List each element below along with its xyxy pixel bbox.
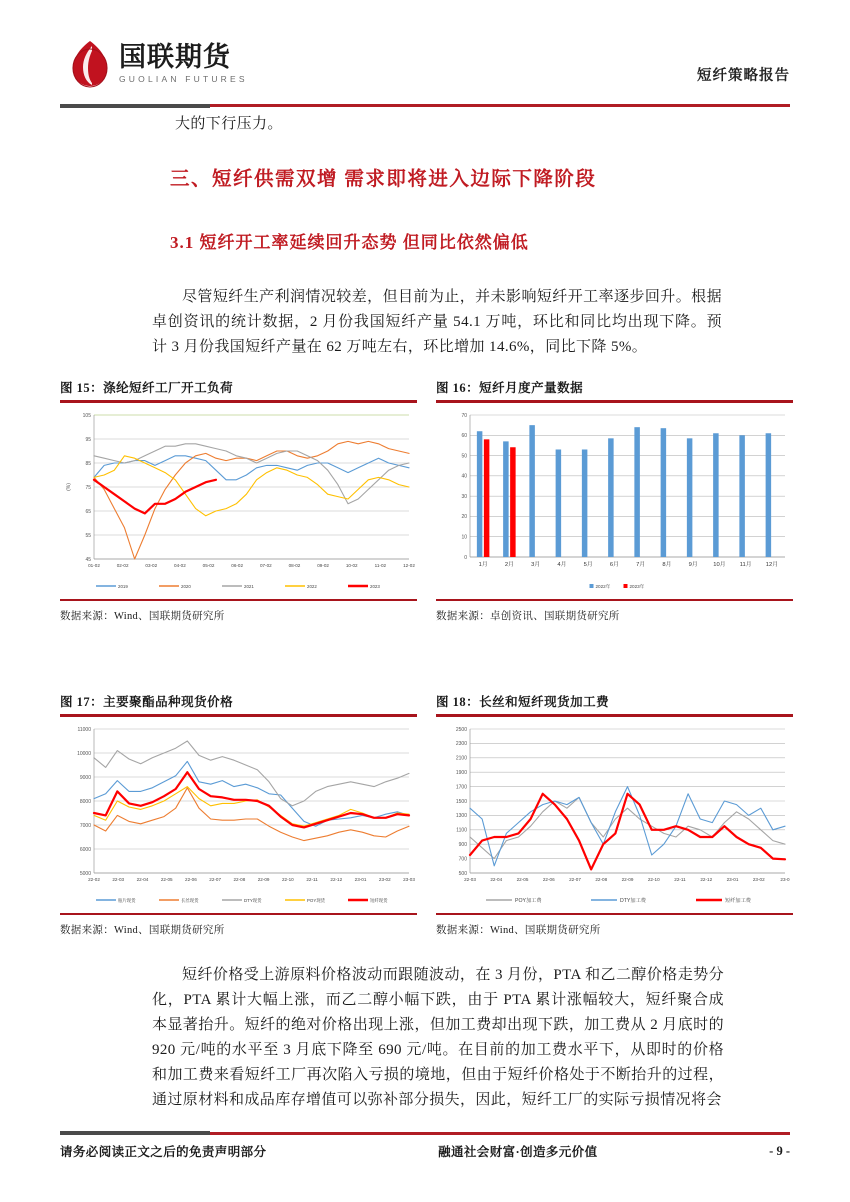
report-type-tag: 短纤策略报告 <box>697 68 790 84</box>
figure-18-plot-area <box>436 717 793 913</box>
axis-tick-label: 2019 <box>118 583 128 589</box>
axis-tick-label: 07-02 <box>259 562 272 568</box>
axis-tick-label: 02-02 <box>116 562 129 568</box>
axis-tick-label: 2023 <box>370 583 380 589</box>
axis-tick-label: 70 <box>461 412 467 419</box>
section-heading-3: 三、短纤供需双增 需求即将进入边际下降阶段 <box>170 169 597 190</box>
paragraph-2-text: 短纤价格受上游原料价格波动而跟随波动，在 3 月份，PTA 和乙二醇价格走势分化，PTA 累计大幅上涨，而乙二醇小幅下跌，由于 PTA 累计涨幅较大，短纤聚合成本显著抬升。短纤的绝对价格出现上涨，但加工费却出现下跌，加工费从 2 月底时的 920 元/吨的水平至 3 月底下降至 690 元/吨。在目前的加工费水平下，从即时的价格和加工费来看短纤工厂再次陷入亏损的境地，但由于短纤价格处于不断抬升的过程，通过原材料和成品库存增值可以弥补部分损失，因此，短纤工厂的实际亏损情况将会 <box>152 967 724 1108</box>
axis-tick-label: 06-02 <box>231 562 244 568</box>
legend-swatch <box>624 584 628 588</box>
axis-tick-label: 22-05 <box>516 876 529 882</box>
axis-tick-label: 瓶片现货 <box>118 897 136 903</box>
axis-tick-label: 短纤加工费 <box>725 897 751 904</box>
bar <box>608 438 614 557</box>
bar <box>556 449 562 557</box>
axis-tick-label: 短纤现货 <box>370 897 388 903</box>
axis-tick-label: 95 <box>85 436 91 443</box>
axis-tick-label: 30 <box>461 493 467 500</box>
axis-tick-label: 12-02 <box>403 562 415 568</box>
axis-tick-label: 1300 <box>455 812 467 819</box>
axis-tick-label: 6000 <box>79 846 91 853</box>
axis-tick-label: 22-09 <box>621 876 634 882</box>
axis-tick-label: 9月 <box>688 561 698 568</box>
axis-tick-label: 10月 <box>713 561 726 568</box>
bar <box>634 427 640 557</box>
axis-tick-label: 22-04 <box>490 876 503 882</box>
bar <box>739 435 745 557</box>
bar <box>477 431 483 557</box>
axis-tick-label: 01-02 <box>88 562 100 568</box>
figure-17 <box>60 692 417 937</box>
figure-18 <box>436 692 793 937</box>
axis-tick-label: 23-01 <box>726 876 739 882</box>
axis-tick-label: 23-0 <box>780 876 790 882</box>
figure-15 <box>60 378 417 623</box>
axis-tick-label: 1700 <box>455 783 467 790</box>
axis-tick-label: 22-11 <box>674 876 686 882</box>
figure-15-plot-area <box>60 403 417 599</box>
figure-17-source: 数据来源：Wind、国联期货研究所 <box>60 925 225 936</box>
axis-tick-label: 22-12 <box>700 876 713 882</box>
axis-tick-label: 10 <box>461 534 467 541</box>
axis-tick-label: 9000 <box>79 774 91 781</box>
axis-tick-label: 22-08 <box>233 876 246 882</box>
figure-16-chart <box>436 403 793 599</box>
footer-page-number: - 9 - <box>769 1143 790 1158</box>
bar <box>529 425 535 557</box>
axis-tick-label: DTY加工费 <box>620 897 646 904</box>
axis-tick-label: 2020 <box>181 583 191 589</box>
axis-tick-label: 0 <box>464 554 467 561</box>
axis-tick-label: 22-03 <box>112 876 125 882</box>
axis-tick-label: POY现货 <box>307 897 326 903</box>
axis-tick-label: 5000 <box>79 870 91 877</box>
bar <box>661 428 667 557</box>
figure-18-bottom-rule <box>436 913 793 916</box>
y-axis-title: (%) <box>66 482 72 491</box>
axis-tick-label: 75 <box>85 484 91 491</box>
figure-18-chart <box>436 717 793 913</box>
axis-tick-label: 2022年 <box>595 583 611 589</box>
axis-tick-label: 2月 <box>504 561 514 568</box>
axis-tick-label: 22-07 <box>209 876 222 882</box>
logo-company-name-en: GUOLIAN FUTURES <box>119 74 248 85</box>
axis-tick-label: 85 <box>85 460 91 467</box>
axis-tick-label: 22-08 <box>595 876 608 882</box>
figure-15-title: 图 15：涤纶短纤工厂开工负荷 <box>60 381 234 395</box>
figure-18-source: 数据来源：Wind、国联期货研究所 <box>436 925 601 936</box>
axis-tick-label: 22-06 <box>542 876 555 882</box>
axis-tick-label: 10000 <box>77 750 91 757</box>
axis-tick-label: 2023年 <box>629 583 645 589</box>
paragraph-block-1 <box>152 285 722 360</box>
axis-tick-label: 23-02 <box>752 876 765 882</box>
paragraph-1-text: 尽管短纤生产利润情况较差，但目前为止，并未影响短纤开工率逐步回升。根据卓创资讯的统计数据，2 月份我国短纤产量 54.1 万吨，环比和同比均出现下降。预计 3 月份我国短纤产量在 62 万吨左右，环比增加 14.6%，同比下降 5%。 <box>152 289 722 355</box>
axis-tick-label: 2500 <box>455 726 467 733</box>
figure-16-bottom-rule <box>436 599 793 602</box>
carryover-text: 大的下行压力。 <box>175 116 283 132</box>
axis-tick-label: 11月 <box>739 561 752 568</box>
axis-tick-label: 22-09 <box>257 876 270 882</box>
axis-tick-label: 22-04 <box>136 876 149 882</box>
axis-tick-label: 1月 <box>478 561 488 568</box>
figure-18-title: 图 18：长丝和短纤现货加工费 <box>436 695 610 709</box>
axis-tick-label: 03-02 <box>145 562 158 568</box>
figure-17-plot-area <box>60 717 417 913</box>
figure-17-title: 图 17：主要聚酯品种现货价格 <box>60 695 234 709</box>
bar <box>510 447 516 557</box>
axis-tick-label: 08-02 <box>288 562 301 568</box>
axis-tick-label: 22-10 <box>647 876 660 882</box>
bar <box>484 439 490 557</box>
plot-background <box>470 415 785 557</box>
bar <box>503 441 509 557</box>
axis-tick-label: 22-12 <box>330 876 343 882</box>
axis-tick-label: 3月 <box>531 561 541 568</box>
axis-tick-label: 8月 <box>662 561 672 568</box>
figure-15-chart <box>60 403 417 599</box>
axis-tick-label: 55 <box>85 532 91 539</box>
axis-tick-label: 22-10 <box>281 876 294 882</box>
axis-tick-label: 45 <box>85 556 91 563</box>
axis-tick-label: 8000 <box>79 798 91 805</box>
axis-tick-label: POY加工费 <box>515 897 542 904</box>
page-footer <box>60 1142 790 1160</box>
axis-tick-label: 11-02 <box>374 562 387 568</box>
figure-15-bottom-rule <box>60 599 417 602</box>
axis-tick-label: 2021 <box>244 583 254 589</box>
axis-tick-label: 1500 <box>455 798 467 805</box>
axis-tick-label: 1100 <box>456 827 467 834</box>
figure-16-source: 数据来源：卓创资讯、国联期货研究所 <box>436 611 620 622</box>
figure-16 <box>436 378 793 623</box>
axis-tick-label: 60 <box>461 432 467 439</box>
legend-swatch <box>590 584 594 588</box>
bar <box>687 438 693 557</box>
axis-tick-label: 1900 <box>455 769 467 776</box>
axis-tick-label: 20 <box>461 513 467 520</box>
axis-tick-label: 22-05 <box>160 876 173 882</box>
page-header <box>60 38 790 110</box>
axis-tick-label: 4月 <box>557 561 567 568</box>
axis-tick-label: 12月 <box>765 561 778 568</box>
footer-slogan: 融通社会财富·创造多元价值 <box>438 1145 598 1159</box>
figure-17-chart <box>60 717 417 913</box>
axis-tick-label: 23-02 <box>378 876 391 882</box>
axis-tick-label: 22-11 <box>306 876 318 882</box>
axis-tick-label: 05-02 <box>202 562 215 568</box>
logo-company-name-cn: 国联期货 <box>119 42 231 74</box>
figure-16-title: 图 16：短纤月度产量数据 <box>436 381 584 395</box>
axis-tick-label: DTY现货 <box>244 897 262 903</box>
footer-divider <box>60 1131 790 1135</box>
axis-tick-label: 50 <box>461 452 467 459</box>
axis-tick-label: 105 <box>82 412 91 419</box>
axis-tick-label: 6月 <box>609 561 619 568</box>
axis-tick-label: 10-02 <box>345 562 358 568</box>
bar <box>713 433 719 557</box>
axis-tick-label: 23-01 <box>354 876 367 882</box>
axis-tick-label: 5月 <box>583 561 593 568</box>
subsection-heading-3-1: 3.1 短纤开工率延续回升态势 但同比依然偏低 <box>170 233 529 252</box>
axis-tick-label: 22-02 <box>88 876 100 882</box>
guolian-flame-icon <box>70 40 110 88</box>
axis-tick-label: 23-03 <box>403 876 415 882</box>
figure-15-source: 数据来源：Wind、国联期货研究所 <box>60 611 225 622</box>
header-divider <box>60 104 790 108</box>
axis-tick-label: 22-03 <box>464 876 476 882</box>
axis-tick-label: 65 <box>85 508 91 515</box>
axis-tick-label: 900 <box>458 841 467 848</box>
axis-tick-label: 22-06 <box>185 876 197 882</box>
axis-tick-label: 500 <box>458 870 467 877</box>
axis-tick-label: 40 <box>461 473 467 480</box>
axis-tick-label: 7000 <box>79 822 91 829</box>
axis-tick-label: 22-07 <box>569 876 581 882</box>
axis-tick-label: 2022 <box>307 583 317 589</box>
paragraph-block-2 <box>152 963 724 1113</box>
bar <box>766 433 772 557</box>
figure-17-bottom-rule <box>60 913 417 916</box>
axis-tick-label: 04-02 <box>174 562 186 568</box>
bar <box>582 449 588 557</box>
footer-disclaimer: 请务必阅读正文之后的免责声明部分 <box>60 1145 267 1159</box>
axis-tick-label: 2100 <box>455 755 467 762</box>
axis-tick-label: 7月 <box>636 561 646 568</box>
axis-tick-label: 11000 <box>77 726 91 733</box>
company-logo <box>70 40 248 88</box>
axis-tick-label: 2300 <box>455 740 467 747</box>
axis-tick-label: 长丝现货 <box>181 897 199 903</box>
axis-tick-label: 09-02 <box>317 562 329 568</box>
axis-tick-label: 700 <box>458 855 467 862</box>
figure-16-plot-area <box>436 403 793 599</box>
